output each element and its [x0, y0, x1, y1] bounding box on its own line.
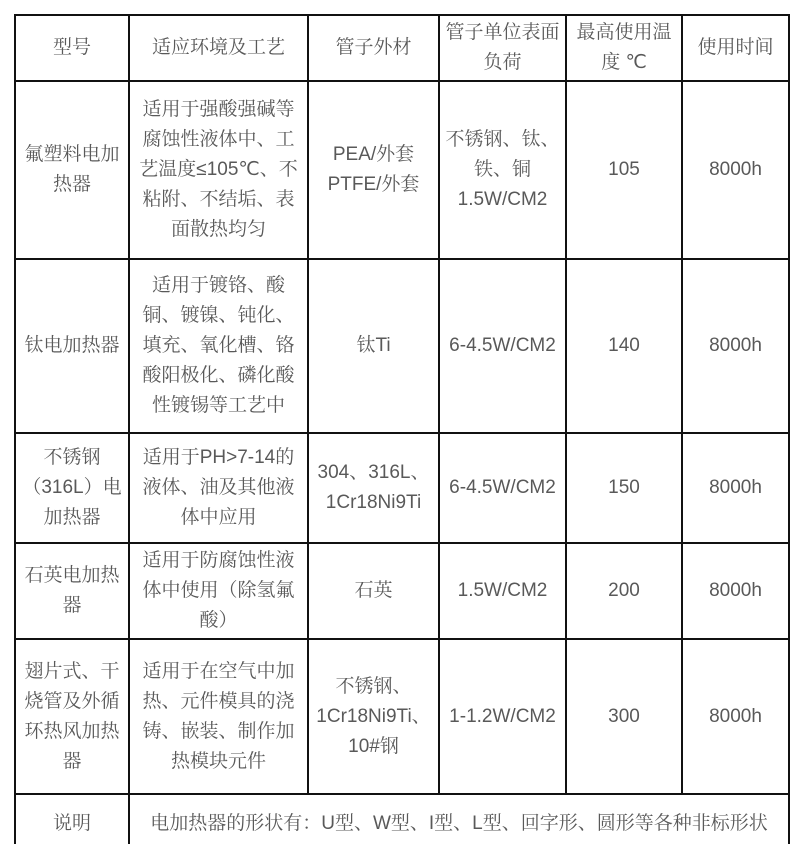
model-cell: 不锈钢（316L）电加热器 [15, 433, 129, 543]
header-cell-lifetime: 使用时间 [682, 15, 789, 81]
max-temp-cell: 140 [566, 259, 682, 433]
model-cell: 钛电加热器 [15, 259, 129, 433]
table-row [15, 259, 789, 433]
model-cell: 翅片式、干烧管及外循环热风加热器 [15, 639, 129, 794]
model-cell: 石英电加热器 [15, 543, 129, 639]
heater-spec-table [14, 14, 790, 844]
table-row [15, 81, 789, 259]
lifetime-cell: 8000h [682, 81, 789, 259]
environment-cell: 适用于PH>7-14的液体、油及其他液体中应用 [129, 433, 308, 543]
surface-load-cell: 1.5W/CM2 [439, 543, 566, 639]
lifetime-cell: 8000h [682, 433, 789, 543]
surface-load-cell: 6-4.5W/CM2 [439, 433, 566, 543]
material-cell: 不锈钢、1Cr18Ni9Ti、10#钢 [308, 639, 439, 794]
header-cell-model: 型号 [15, 15, 129, 81]
lifetime-cell: 8000h [682, 639, 789, 794]
lifetime-cell: 8000h [682, 543, 789, 639]
environment-cell: 适用于在空气中加热、元件模具的浇铸、嵌装、制作加热模块元件 [129, 639, 308, 794]
material-cell: 钛Ti [308, 259, 439, 433]
max-temp-cell: 300 [566, 639, 682, 794]
notes-text-cell: 电加热器的形状有：U型、W型、I型、L型、回字形、圆形等各种非标形状 [129, 794, 789, 844]
notes-row [15, 794, 789, 844]
notes-label-cell: 说明 [15, 794, 129, 844]
surface-load-cell: 不锈钢、钛、铁、铜 1.5W/CM2 [439, 81, 566, 259]
header-cell-material: 管子外材 [308, 15, 439, 81]
max-temp-cell: 105 [566, 81, 682, 259]
material-cell: 石英 [308, 543, 439, 639]
lifetime-cell: 8000h [682, 259, 789, 433]
table-row [15, 639, 789, 794]
max-temp-cell: 200 [566, 543, 682, 639]
environment-cell: 适用于强酸强碱等腐蚀性液体中、工艺温度≤105℃、不粘附、不结垢、表面散热均匀 [129, 81, 308, 259]
material-cell: PEA/外套 PTFE/外套 [308, 81, 439, 259]
model-cell: 氟塑料电加热器 [15, 81, 129, 259]
table-row [15, 433, 789, 543]
header-cell-max-temp: 最高使用温度 ℃ [566, 15, 682, 81]
table-row [15, 543, 789, 639]
surface-load-cell: 1-1.2W/CM2 [439, 639, 566, 794]
max-temp-cell: 150 [566, 433, 682, 543]
header-cell-surface-load: 管子单位表面负荷 [439, 15, 566, 81]
header-cell-environment: 适应环境及工艺 [129, 15, 308, 81]
surface-load-cell: 6-4.5W/CM2 [439, 259, 566, 433]
material-cell: 304、316L、1Cr18Ni9Ti [308, 433, 439, 543]
environment-cell: 适用于镀铬、酸铜、镀镍、钝化、填充、氧化槽、铬酸阳极化、磷化酸性镀锡等工艺中 [129, 259, 308, 433]
environment-cell: 适用于防腐蚀性液体中使用（除氢氟酸） [129, 543, 308, 639]
header-row [15, 15, 789, 81]
